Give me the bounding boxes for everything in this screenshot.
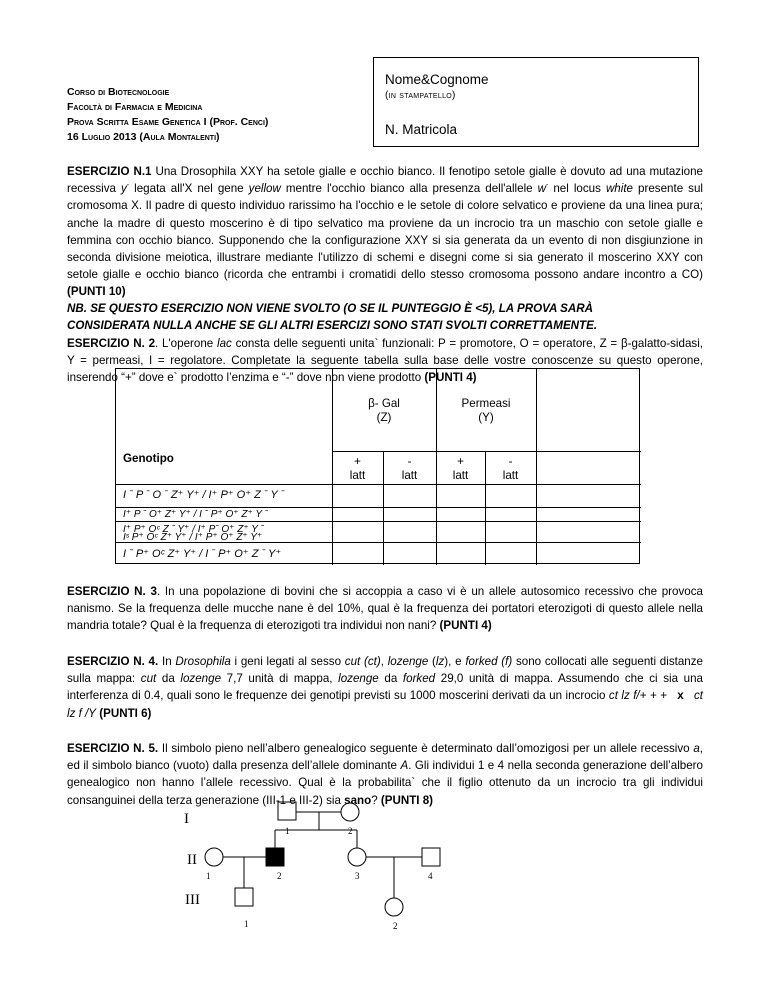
exercise-1-points: (PUNTI 10) [67,285,126,299]
course-name: Corso di Biotecnologie [67,86,170,98]
name-hint: (in stampatello) [385,90,456,101]
svg-text:4: 4 [428,871,433,881]
matricola-label: N. Matricola [385,122,458,137]
pedigree-female-II-1 [205,848,223,866]
svg-text:3: 3 [355,871,360,881]
svg-text:2: 2 [277,871,282,881]
lac-operon: lac [217,337,232,350]
pedigree-male-I-1 [278,802,296,820]
genotype-row: I⁺ P⁺ Oᶜ Z ˉ Y⁺ / I⁺ Pˉ O⁺ Z⁺ Y ˉ [123,524,264,535]
genotype-row: I⁺ P ˉ O⁺ Z⁺ Y⁺ / I ˉ P⁺ O⁺ Z⁺ Y ˉ [123,509,268,520]
pedigree-male-II-2 [266,848,284,866]
exercise-1-text: mentre l'occhio bianco alla presenza dell'allele [280,182,538,196]
pedigree-gen-I: I [184,811,189,827]
svg-text:2: 2 [393,921,398,931]
svg-text:1: 1 [244,919,249,929]
exam-date: 16 Luglio 2013 (Aula Montalenti) [67,131,220,143]
exercise-5-title: ESERCIZIO N. 5. [67,742,159,755]
genotype-row: Iˢ P⁺ Oᶜ Z⁺ Y⁺ / I⁺ P⁺ O⁺ Z⁺ Y⁺ [123,532,263,543]
exercise-3-points: (PUNTI 4) [439,619,492,633]
col-beta-gal: β- Gal (Z) [368,397,400,424]
perm-minus-latt: - latt [502,455,519,482]
gal-plus-latt: + latt [349,455,366,482]
gene-yellow: yellow [248,182,281,196]
exercise-5-points: (PUNTI 8) [380,793,434,807]
exercise-3-text: . In una popolazione di bovini che si accoppia a caso vi è un allele autosomico recessivo che provoca nanismo. Se la frequenza delle mucche nane è del 10%, qual è la frequenza dei portatori eterozigoti di questo allele nella mandria totale? Qual è la frequenza di eterozigoti tra individui non nani? [67,585,703,633]
exercise-4-title: ESERCIZIO N. 4. [67,655,159,668]
exercise-2-points: (PUNTI 4) [424,371,477,385]
exercise-2-text: consta delle seguenti unita` funzionali: P = promotore, O = operatore, Z = β-galatto-sidasi, Y = permeasi, I = regolatore. Completate la seguente tabella sulla base delle vostre conoscenze su questo operone, inserendo “+” dove e` prodotto l’enzima e “-” dove non viene prodotto [67,337,704,385]
genotype-label: Genotipo [123,452,174,465]
exercise-5: ESERCIZIO N. 5. Il simbolo pieno nell’albero genealogico seguente è determinato dall’omozigosi per un allele recessivo a, ed il simbolo bianco (vuoto) dalla presenza dell’allele dominante A. Gli individui 1 e 4 nella seconda generazione dell’albero genealogico non hanno l’allele recessivo. Qual è la probabilita` che il figlio ottenuto da un incrocio tra gli individui consanguinei della terza generazione (III-1 e III-2) sia sano? (PUNTI 8) [67,742,703,807]
gal-minus-latt: - latt [401,455,418,482]
pedigree-female-I-2 [341,803,359,821]
exam-name: Prova Scritta Esame Genetica I (Prof. Cenci) [67,116,269,128]
pedigree-male-III-1 [235,888,253,906]
pedigree-male-II-4 [422,848,440,866]
exercise-1-text: presente sul cromosoma X. Il padre di questo individuo rarissimo ha l'occhio e le setole di colore selvatico e proviene da una linea pura; anche la madre di questo moscerino è di tipo selvatico ma proviene da un incrocio tra un maschio con setole gialle e femmina con occhio bianco. Supponendo che la configurazione XXY si sia generata da un evento di non disgiunzione in seconda divisione meiotica, illustrare mediante l'utilizzo di schemi e disegni come si sia generato il moscerino XXY con setole gialle e occhio bianco (ricorda che entrambi i cromatidi dello stesso cromosoma possono andare incontro a CO) [67,182,703,282]
exercise-4-points: (PUNTI 6) [99,706,152,720]
pedigree-gen-III: III [185,892,200,908]
exercise-1: ESERCIZIO N.1 Una Drosophila XXY ha setole gialle e occhio bianco. Il fenotipo setole gialle è dovuto ad una mutazione recessiva y- legata all'X nel gene yellow mentre l'occhio bianco alla presenza dell'allele w- nel locus white presente sul cromosoma X. Il padre di questo individuo rarissimo ha l'occhio e le setole di colore selvatico e proviene da una linea pura; anche la madre di questo moscerino è di tipo selvatico ma proviene da un incrocio tra un maschio con setole gialle e femmina con occhio bianco. Supponendo che la configurazione XXY si sia generata da un evento di non disgiunzione in seconda divisione meiotica, illustrare mediante l'utilizzo di schemi e disegni come si sia generato il moscerino XXY con setole gialle e occhio bianco (ricorda che entrambi i cromatidi dello stesso cromosoma possono andare incontro a CO) (PUNTI 10) [67,165,704,299]
allele-w: w [537,182,546,196]
gene-white: white [605,182,634,196]
exercise-2-title: ESERCIZIO N. 2 [67,337,156,350]
name-label: Nome&Cognome [385,72,489,87]
faculty-name: Facoltà di Farmacia e Medicina [67,101,203,113]
svg-text:1: 1 [285,826,290,836]
exercise-4: ESERCIZIO N. 4. In Drosophila i geni legati al sesso cut (ct), lozenge (lz), e forked (f) sono collocati alle seguenti distanze sulla mappa: cut da lozenge 7,7 unità di mappa, lozenge da forked 29,0 unità di mappa. Assumendo che ci sia una interferenza di 0.4, quali sono le frequenze dei genotipi previsti su 1000 moscerini derivati da un incrocio ct lz f/+ + + x ct lz f /Y (PUNTI 6) [67,655,704,720]
exercise-1-text: nel locus [548,182,606,196]
col-permeasi: Permeasi (Y) [461,397,511,424]
nb-line-1: NB. SE QUESTO ESERCIZIO NON VIENE SVOLTO (O SE IL PUNTEGGIO È <5), LA PROVA SARÀ [67,302,593,315]
exercise-1-text: Una Drosophila XXY ha setole gialle e occhio bianco. Il fenotipo setole gialle è dovuto ad una mutazione recessiva [67,165,704,196]
exercise-1-text: legata all'X nel gene [129,182,249,196]
exercise-2-text: . L'operone [155,337,217,350]
pedigree-female-III-2 [385,898,403,916]
exercise-3-title: ESERCIZIO N. 3 [67,585,157,598]
cross-male: ct lz f /Y [67,689,704,720]
perm-plus-latt: + latt [452,455,469,482]
svg-text:2: 2 [348,826,353,836]
cross-female: ct lz f/+ + + [608,689,667,703]
nb-line-2: CONSIDERATA NULLA ANCHE SE GLI ALTRI ESERCIZI SONO STATI SVOLTI CORRETTAMENTE. [67,319,598,332]
svg-text:1: 1 [206,871,211,881]
pedigree-female-II-3 [348,848,366,866]
genotype-row: I ˉ P⁺ Oᶜ Z⁺ Y⁺ / I ˉ P⁺ O⁺ Z ˉ Y⁺ [123,548,282,560]
allele-y: y [121,182,127,196]
exercise-1-title: ESERCIZIO N.1 [67,165,152,178]
pedigree-gen-II: II [187,852,197,868]
genotype-row: I ˉ P ˉ O ˉ Z⁺ Y⁺ / I⁺ P⁺ O⁺ Z ˉ Y ˉ [123,489,285,501]
